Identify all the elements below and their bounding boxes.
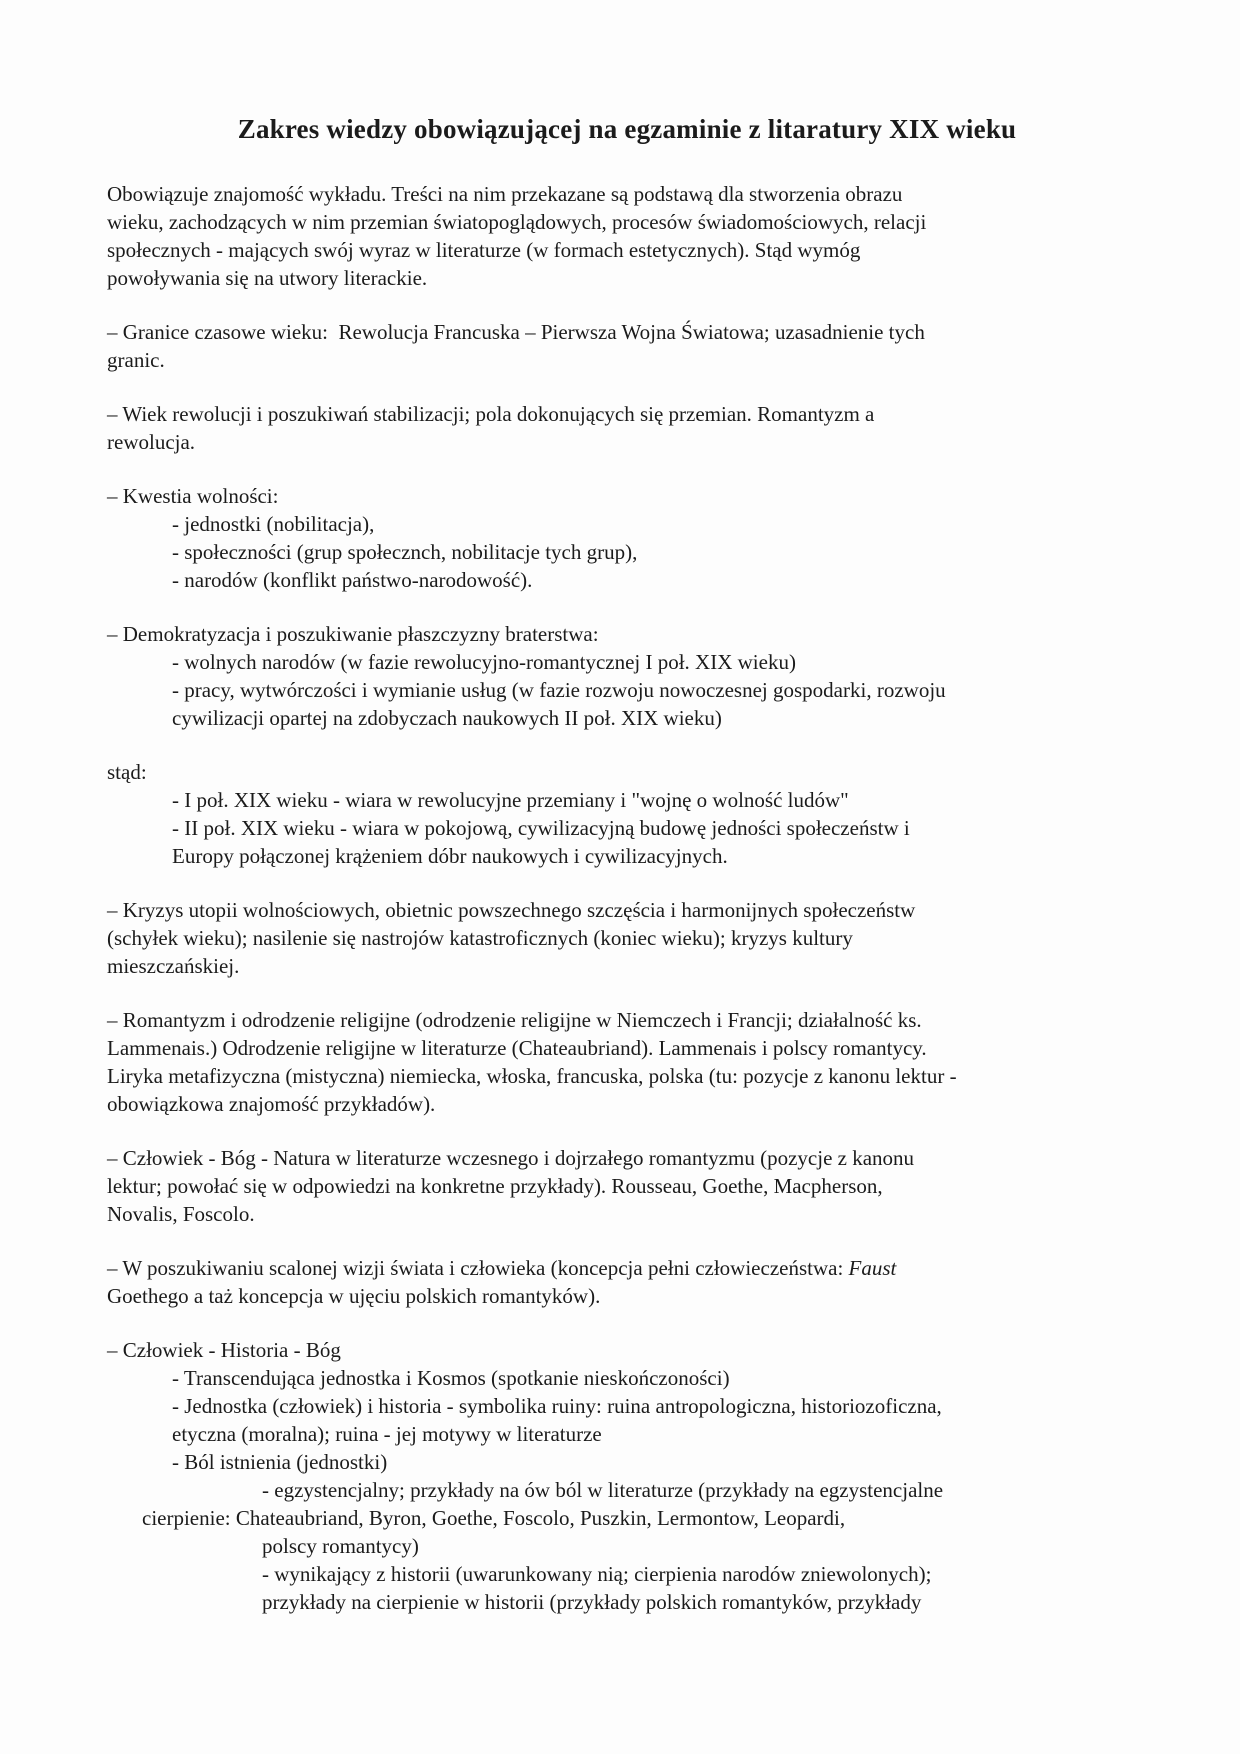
text-run: - Ból istnienia (jednostki) [172,1450,388,1474]
text-line [107,400,1147,428]
text-line [107,620,1147,648]
italic-text-run: Faust [848,1256,897,1280]
paragraph [107,896,1147,980]
text-line [107,566,1147,594]
text-line [107,896,1147,924]
text-line [107,1392,1147,1420]
text-run: – W poszukiwaniu scalonej wizji świata i człowieka (koncepcja pełni człowieczeństwa: [107,1256,849,1280]
text-line [107,1504,1147,1532]
text-run: Obowiązuje znajomość wykładu. Treści na nim przekazane są podstawą dla stworzenia obrazu [107,182,903,206]
document-title: Zakres wiedzy obowiązującej na egzaminie z litaratury XIX wieku [237,114,1017,144]
text-run: Lammenais.) Odrodzenie religijne w literaturze (Chateaubriand). Lammenais i polscy romantycy. [107,1036,927,1060]
text-line [107,264,1147,292]
text-run: - egzystencjalny; przykłady na ów ból w literaturze (przykłady na egzystencjalne [262,1478,944,1502]
text-run: (schyłek wieku); nasilenie się nastrojów katastroficznych (koniec wieku); kryzys kultury [107,926,853,950]
text-line [107,1254,1147,1282]
text-line [107,842,1147,870]
text-line [107,180,1147,208]
text-line [107,814,1147,842]
paragraph [107,1336,1147,1616]
text-run: Goethego a taż koncepcja w ujęciu polskich romantyków). [107,1284,601,1308]
text-run: stąd: [107,760,147,784]
text-run: lektur; powołać się w odpowiedzi na konkretne przykłady). Rousseau, Goethe, Macpherson, [107,1174,883,1198]
text-run: cierpienie: Chateaubriand, Byron, Goethe, Foscolo, Puszkin, Lermontow, Leopardi, [142,1506,846,1530]
text-line [107,236,1147,264]
paragraph [107,318,1147,374]
text-line [107,1034,1147,1062]
text-line [107,1282,1147,1310]
text-line [107,318,1147,346]
paragraph [107,1254,1147,1310]
text-line [107,346,1147,374]
text-run: Novalis, Foscolo. [107,1202,255,1226]
text-run: wieku, zachodzących w nim przemian światopoglądowych, procesów świadomościowych, relacji [107,210,927,234]
text-run: - społeczności (grup społecznch, nobilitacje tych grup), [172,540,638,564]
text-line [107,1364,1147,1392]
text-line [107,510,1147,538]
text-line [107,1448,1147,1476]
text-run: – Człowiek - Historia - Bóg [107,1338,341,1362]
text-run: etyczna (moralna); ruina - jej motywy w literaturze [172,1422,602,1446]
text-run: - I poł. XIX wieku - wiara w rewolucyjne przemiany i "wojnę o wolność ludów" [172,788,849,812]
text-run: – Demokratyzacja i poszukiwanie płaszczyzny braterstwa: [107,622,599,646]
text-line [107,482,1147,510]
text-run: - jednostki (nobilitacja), [172,512,375,536]
text-line [107,676,1147,704]
text-line [107,648,1147,676]
text-run: - wolnych narodów (w fazie rewolucyjno-romantycznej I poł. XIX wieku) [172,650,796,674]
text-run: Liryka metafizyczna (mistyczna) niemiecka, włoska, francuska, polska (tu: pozycje z kanonu lektur - [107,1064,957,1088]
text-line [107,1532,1147,1560]
text-run: Europy połączonej krążeniem dóbr naukowych i cywilizacyjnych. [172,844,728,868]
paragraph [107,400,1147,456]
text-run: cywilizacji opartej na zdobyczach naukowych II poł. XIX wieku) [172,706,722,730]
text-run: obowiązkowa znajomość przykładów). [107,1092,436,1116]
text-run: – Kwestia wolności: [107,484,279,508]
text-run: - wynikający z historii (uwarunkowany nią; cierpienia narodów zniewolonych); [262,1562,932,1586]
text-line [107,208,1147,236]
text-run: rewolucja. [107,430,196,454]
text-run: mieszczańskiej. [107,954,240,978]
text-run: polscy romantycy) [262,1534,419,1558]
paragraph [107,1006,1147,1118]
text-line [107,1476,1147,1504]
text-line [107,538,1147,566]
paragraph [107,620,1147,732]
text-line [107,1588,1147,1616]
text-line [107,786,1147,814]
text-line [107,1062,1147,1090]
text-line [107,1090,1147,1118]
text-run: społecznych - mających swój wyraz w literaturze (w formach estetycznych). Stąd wymóg [107,238,861,262]
text-line [107,952,1147,980]
text-run: - Jednostka (człowiek) i historia - symbolika ruiny: ruina antropologiczna, historiozoficzna, [172,1394,942,1418]
text-line [107,1172,1147,1200]
text-run: przykłady na cierpienie w historii (przykłady polskich romantyków, przykłady [262,1590,922,1614]
paragraph [107,482,1147,594]
text-run: - II poł. XIX wieku - wiara w pokojową, cywilizacyjną budowę jedności społeczeństw i [172,816,910,840]
text-run: powoływania się na utwory literackie. [107,266,428,290]
document-body [107,180,1147,1616]
text-run: - narodów (konflikt państwo-narodowość). [172,568,533,592]
text-run: - Transcendująca jednostka i Kosmos (spotkanie nieskończoności) [172,1366,730,1390]
text-run: - pracy, wytwórczości i wymianie usług (w fazie rozwoju nowoczesnej gospodarki, rozwoju [172,678,946,702]
text-line [107,924,1147,952]
paragraph [107,758,1147,870]
text-run: – Kryzys utopii wolnościowych, obietnic powszechnego szczęścia i harmonijnych społeczeństw [107,898,916,922]
text-line [107,1336,1147,1364]
text-run: granic. [107,348,165,372]
text-line [107,758,1147,786]
paragraph [107,180,1147,292]
text-line [107,428,1147,456]
text-line [107,1560,1147,1588]
text-run: – Człowiek - Bóg - Natura w literaturze wczesnego i dojrzałego romantyzmu (pozycje z kanonu [107,1146,915,1170]
text-line [107,1200,1147,1228]
text-line [107,1006,1147,1034]
text-line [107,704,1147,732]
text-run: – Granice czasowe wieku: Rewolucja Francuska – Pierwsza Wojna Światowa; uzasadnienie tych [107,320,925,344]
document-page [107,112,1147,1642]
text-line [107,1420,1147,1448]
paragraph [107,1144,1147,1228]
text-run: – Wiek rewolucji i poszukiwań stabilizacji; pola dokonujących się przemian. Romantyzm a [107,402,875,426]
text-run: – Romantyzm i odrodzenie religijne (odrodzenie religijne w Niemczech i Francji; działalność ks. [107,1008,922,1032]
text-line [107,1144,1147,1172]
